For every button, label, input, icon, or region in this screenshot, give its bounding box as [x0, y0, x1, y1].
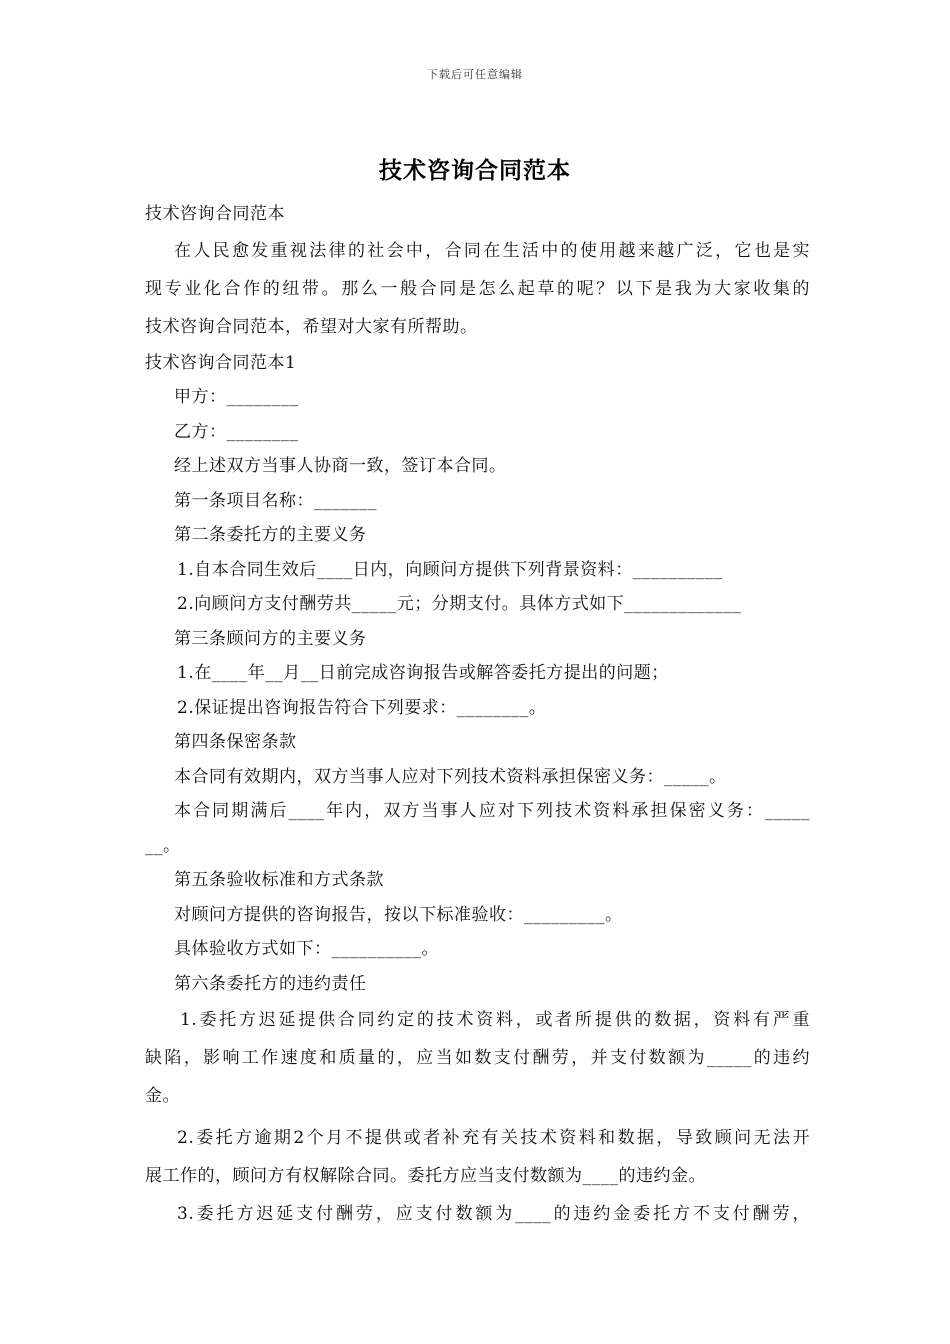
intro-line-1: 在人民愈发重视法律的社会中，合同在生活中的使用越来越广泛，它也是实: [174, 240, 810, 261]
header-note: 下载后可任意编辑: [427, 68, 523, 81]
article-4-line-1: 本合同有效期内，双方当事人应对下列技术资料承担保密义务：_____。: [174, 766, 727, 787]
document-body: [145, 197, 810, 1233]
article-1-line: 第一条项目名称：_______: [174, 490, 377, 511]
agreement-line: 经上述双方当事人协商一致，签订本合同。: [174, 456, 507, 476]
article-6-item-3-line-1: 3.委托方迟延支付酬劳，应支付数额为____的违约金委托方不支付酬劳，: [177, 1204, 810, 1224]
article-5-line-2: 具体验收方式如下：__________。: [174, 939, 439, 959]
intro-line-3: 技术咨询合同范本，希望对大家有所帮助。: [145, 316, 478, 337]
subtitle-line: 技术咨询合同范本: [145, 204, 285, 224]
article-5-line-1: 对顾问方提供的咨询报告，按以下标准验收：_________。: [174, 904, 623, 925]
article-6-item-1-line-1: 1.委托方迟延提供合同约定的技术资料，或者所提供的数据，资料有严重: [180, 1010, 810, 1030]
article-4-line-3: __。: [145, 835, 181, 856]
article-6-item-2-line-1: 2.委托方逾期2个月不提供或者补充有关技术资料和数据，导致顾问无法开: [177, 1128, 810, 1148]
article-3-item-1: 1.在____年__月__日前完成咨询报告或解答委托方提出的问题；: [177, 663, 669, 683]
article-3-item-2: 2.保证提出咨询报告符合下列要求：________。: [177, 697, 547, 718]
intro-line-2: 现专业化合作的纽带。那么一般合同是怎么起草的呢？以下是我为大家收集的: [145, 278, 810, 299]
article-6-item-2-line-2: 展工作的，顾问方有权解除合同。委托方应当支付数额为____的违约金。: [145, 1166, 706, 1186]
article-6-item-1-line-2: 缺陷，影响工作速度和质量的，应当如数支付酬劳，并支付数额为_____的违约: [145, 1048, 810, 1068]
article-4-heading: 第四条保密条款: [174, 732, 297, 752]
article-2-item-2: 2.向顾问方支付酬劳共_____元；分期支付。具体方式如下_____________: [177, 594, 742, 614]
article-6-item-1-line-3: 金。: [145, 1086, 180, 1106]
party-b-line: 乙方：________: [174, 421, 299, 442]
article-5-heading: 第五条验收标准和方式条款: [174, 870, 384, 890]
article-3-heading: 第三条顾问方的主要义务: [174, 628, 367, 649]
party-a-line: 甲方：________: [174, 387, 299, 407]
article-4-line-2: 本合同期满后____年内，双方当事人应对下列技术资料承担保密义务：_____: [174, 801, 810, 821]
article-2-heading: 第二条委托方的主要义务: [174, 525, 367, 545]
article-2-item-1: 1.自本合同生效后____日内，向顾问方提供下列背景资料：__________: [177, 559, 723, 580]
section-heading: 技术咨询合同范本1: [145, 352, 297, 373]
document-title: 技术咨询合同范本: [379, 157, 571, 184]
article-6-heading: 第六条委托方的违约责任: [174, 973, 367, 994]
